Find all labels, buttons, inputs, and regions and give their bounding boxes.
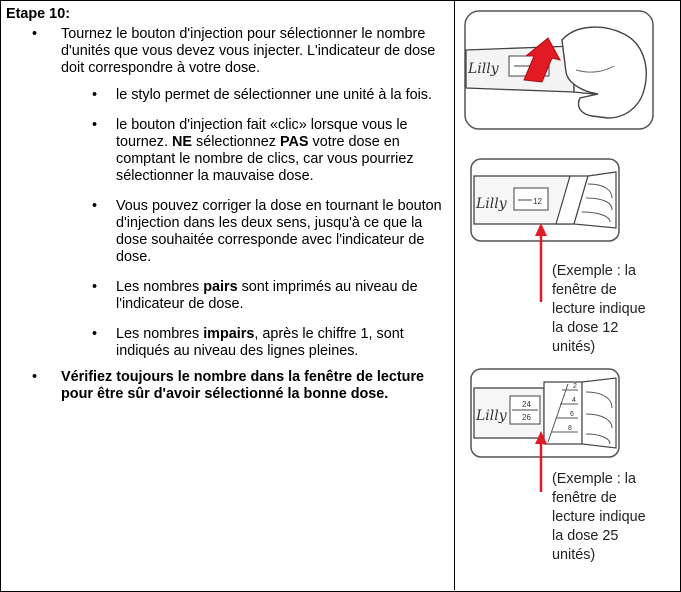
list-item bbox=[6, 369, 450, 403]
sub-item-text: Vous pouvez corriger la dose en tournant le bouton d'injection dans les deux sens, jusqu'à ce que la dose souhaitée corresponde avec l'indicateur de dose. bbox=[116, 198, 442, 265]
list-item bbox=[6, 26, 450, 360]
scale-number: 4 bbox=[572, 397, 576, 404]
caption-line: (Exemple : la bbox=[552, 263, 636, 279]
scale-number: 8 bbox=[568, 425, 572, 432]
list-item bbox=[61, 117, 450, 185]
caption-line: unités) bbox=[552, 547, 596, 563]
lilly-logo: Lilly bbox=[468, 61, 499, 77]
caption-line: la dose 12 bbox=[552, 320, 619, 336]
scale-number: 6 bbox=[570, 411, 574, 418]
sub-item-text: le stylo permet de sélectionner une unité à la fois. bbox=[116, 87, 432, 103]
sub-item-text: votre dose en comptant le nombre de clics, car vous pourriez sélectionner la mauvaise dose. bbox=[116, 134, 414, 184]
caption-line: unités) bbox=[552, 339, 596, 355]
step-title: Etape 10: bbox=[6, 6, 70, 22]
column-divider bbox=[454, 0, 455, 590]
lilly-logo: Lilly bbox=[476, 196, 507, 212]
scale-number: 2 bbox=[573, 383, 577, 390]
example-caption-12 bbox=[552, 262, 672, 357]
list-item bbox=[61, 326, 450, 360]
window-number: 24 bbox=[522, 400, 531, 409]
emphasis-text: NE bbox=[172, 134, 192, 150]
emphasis-text: impairs bbox=[203, 326, 255, 342]
sub-list bbox=[61, 87, 450, 360]
caption-line: (Exemple : la bbox=[552, 471, 636, 487]
sub-item-text: Les nombres bbox=[116, 279, 204, 295]
sub-item-text: sélectionnez bbox=[192, 134, 280, 150]
caption-line: lecture indique bbox=[552, 301, 646, 317]
sub-item-text: le bouton d'injection fait «clic» lorsque vous le tournez. bbox=[116, 117, 408, 150]
caption-line: fenêtre de bbox=[552, 282, 617, 298]
instructions-column bbox=[6, 6, 450, 411]
main-instruction-text: Tournez le bouton d'injection pour sélectionner le nombre d'unités que vous devez vous injecter. L'indicateur de dose doit correspondre à votre dose. bbox=[61, 26, 436, 76]
lilly-logo: Lilly bbox=[476, 408, 507, 424]
red-arrow-pointer bbox=[534, 430, 548, 492]
caption-line: lecture indique bbox=[552, 509, 646, 525]
list-item bbox=[61, 279, 450, 313]
red-arrow-pointer bbox=[534, 222, 548, 302]
pen-dial-illustration bbox=[464, 10, 654, 130]
window-number: 26 bbox=[522, 413, 531, 422]
emphasis-text: pairs bbox=[203, 279, 238, 295]
emphasis-text: PAS bbox=[280, 134, 309, 150]
sub-item-text: Les nombres bbox=[116, 326, 204, 342]
caption-line: la dose 25 bbox=[552, 528, 619, 544]
list-item bbox=[61, 198, 450, 266]
dial-number: 12 bbox=[533, 197, 542, 206]
sub-item-text: , après le chiffre 1, sont indiqués au niveau des lignes pleines. bbox=[116, 326, 404, 359]
main-list bbox=[6, 26, 450, 403]
list-item bbox=[61, 87, 450, 104]
verify-instruction-text: Vérifiez toujours le nombre dans la fenêtre de lecture pour être sûr d'avoir sélectionné la bonne dose. bbox=[61, 369, 425, 402]
sub-item-text: sont imprimés au niveau de l'indicateur de dose. bbox=[116, 279, 418, 312]
example-caption-25 bbox=[552, 470, 672, 565]
caption-line: fenêtre de bbox=[552, 490, 617, 506]
